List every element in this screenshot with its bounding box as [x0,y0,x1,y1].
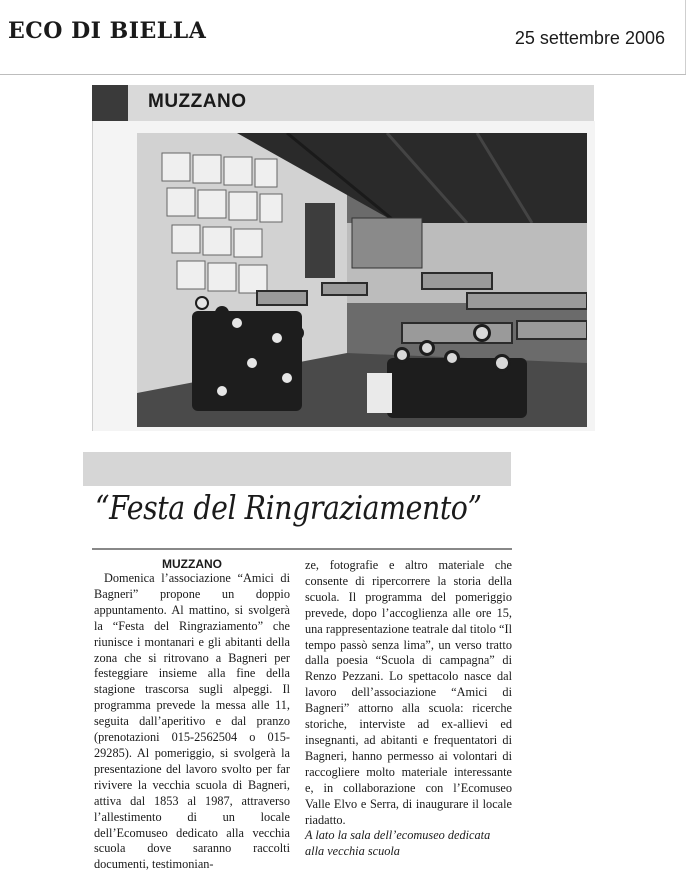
article-body-right: ze, fotografie e altro materiale che consente di ripercorrere la storia della scuola. Il programma del pomeriggio prevede, dopo l’accoglienza alle ore 15, una rappresentazione teatrale dal titolo “Il tempo passò senza lima”, un verso tratto dalla poesia “Scuola di campagna” di Renzo Pezzani. Lo spettacolo nasce dal lavoro dell’associazione “Amici di Bagneri” attorno alla scuola: ricerche storiche, interviste ad ex-allievi ed insegnanti, ad abitanti e frequentatori di Bagneri, hanno permesso ai volontari di raccogliere molto materiale interessante e, in collaborazione con l’Ecomuseo Valle Elvo e Serra, di inaugurare il locale riadatto. [305,558,512,827]
publication-date: 25 settembre 2006 [514,28,665,48]
headline-bar [83,452,511,486]
scan-border-bottom [0,74,686,75]
classroom-photo [137,133,587,427]
scan-border-right [685,0,686,75]
article-body-left: Domenica l’associazione “Amici di Bagneri” propone un doppio appuntamento. Al mattino, si svolgerà la “Festa del Ringraziamento” che riunisce i montanari e gli abitanti della zona che si ritrovano a Bagneri per festeggiare insieme alla fine della stagione trascorsa sugli alpeggi. Il programma prevede la messa alle 11, seguita dall’aperitivo e dal pranzo (prenotazioni 015-2562504 o 015-29285). Al pomeriggio, si svolgerà la presentazione del lavoro svolto per far rivivere la vecchia scuola di Bagneri, attiva dal 1853 al 1987, attraverso l’allestimento di un locale dell’Ecomuseo dedicato alla vecchia scuola dove saranno raccolti documenti, testimonian- [94,571,290,872]
article-headline: “Festa del Ringraziamento” [95,488,482,527]
photo-frame [92,121,595,431]
section-label: MUZZANO [148,91,247,112]
newspaper-name: ECO DI BIELLA [8,18,207,44]
section-marker [92,85,128,121]
headline-rule [92,548,512,550]
photo-caption: A lato la sala dell’ecomuseo dedicata alla vecchia scuola [305,828,491,859]
section-bar [92,85,594,121]
article-dateline: MUZZANO [162,557,222,571]
article-column-left [94,558,290,873]
article-column-right [305,558,512,860]
